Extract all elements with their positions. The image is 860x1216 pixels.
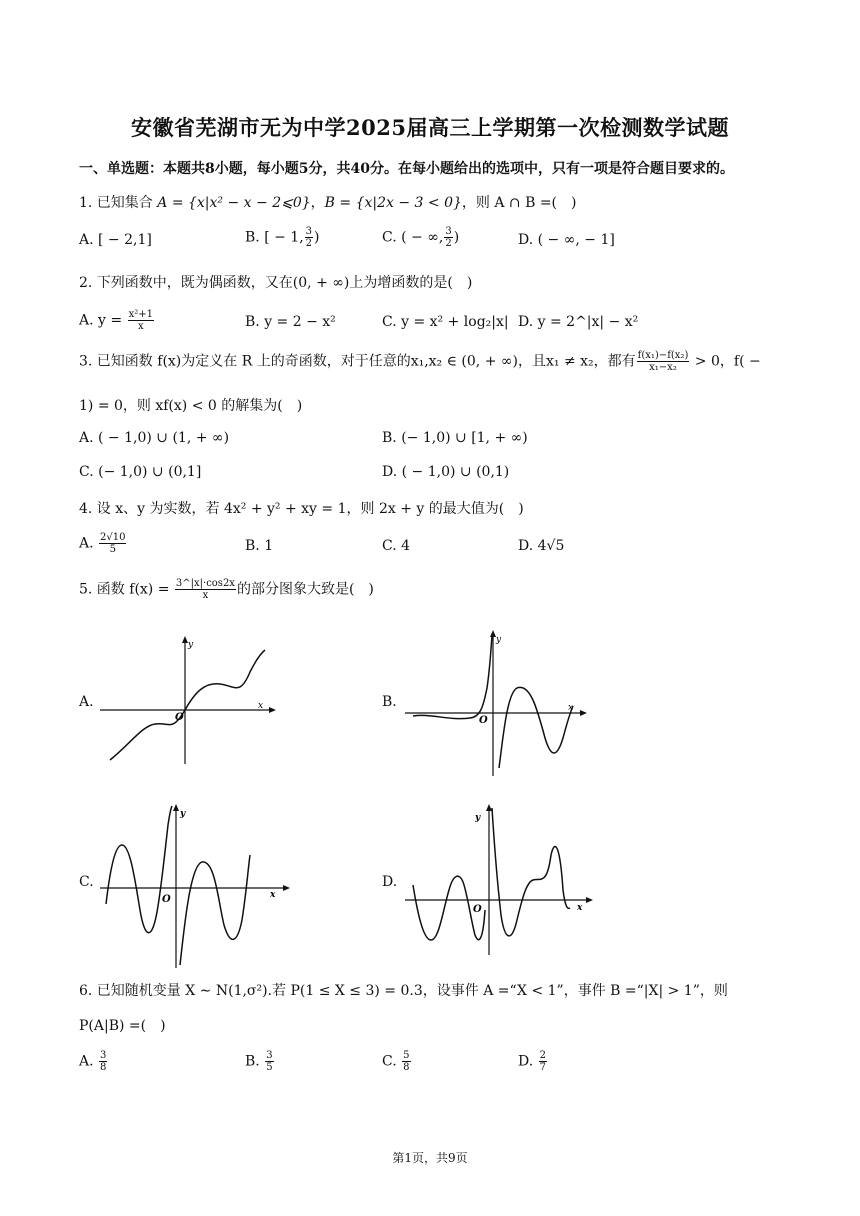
graph-b (405, 628, 595, 778)
q6-option-d: D. $\frac{2}{7}$ (518, 1050, 547, 1073)
svg-text:O: O (473, 904, 482, 915)
q2-option-d: D. y = 2^|x| − x² (518, 314, 639, 330)
q4-option-b: B. 1 (245, 538, 274, 554)
svg-text:O: O (162, 894, 171, 905)
svg-text:y: y (496, 635, 502, 645)
question-1-stem: 1. 已知集合 A = {x|x² − x − 2⩽0}，B = {x|2x − 3 < 0}，则 A ∩ B =( ) (79, 195, 577, 211)
svg-text:x: x (568, 703, 574, 713)
question-3-stem: 3. 已知函数 f(x)为定义在 R 上的奇函数，对于任意的x₁,x₂ ∈ (0, + ∞)，且x₁ ≠ x₂，都有 $\frac{\text{f(x₁)−f(x₂)}}{\text{x₁−x₂}}$ > 0，f( − (79, 350, 761, 373)
q5-option-d-label: D. (382, 874, 398, 890)
svg-text:y: y (475, 813, 481, 823)
q4-option-d: D. 4√5 (518, 538, 565, 554)
question-2-stem: 2. 下列函数中，既为偶函数，又在(0, + ∞)上为增函数的是( ) (79, 275, 473, 291)
question-6-stem: 6. 已知随机变量 X ∼ N(1,σ²).若 P(1 ≤ X ≤ 3) = 0.3，设事件 A =“X < 1”，事件 B =“|X| > 1”，则 (79, 983, 728, 999)
svg-text:x: x (258, 701, 264, 711)
svg-text:y: y (180, 809, 186, 819)
graph-a (100, 632, 280, 767)
q2-option-b: B. y = 2 − x² (245, 314, 336, 330)
graph-d (405, 800, 600, 960)
svg-text:y: y (188, 640, 194, 650)
page-title: 安徽省芜湖市无为中学2025届高三上学期第一次检测数学试题 (131, 115, 729, 140)
q6-option-a: A. $\frac{3}{8}$ (79, 1050, 107, 1073)
page-footer: 第1页，共9页 (392, 1151, 468, 1165)
q1-option-a: A. [ − 2,1] (79, 232, 152, 248)
q5-option-a-label: A. (79, 694, 94, 710)
section-heading: 一、单选题：本题共8小题，每小题5分，共40分。在每小题给出的选项中，只有一项是符合题目要求的。 (79, 161, 734, 177)
question-5-stem: 5. 函数 f(x) = $\frac{3\^{}|x|\cdot\cos 2x}{x}$ 的部分图象大致是( ) (79, 578, 374, 601)
q3-option-d: D. ( − 1,0) ∪ (0,1) (382, 464, 510, 480)
q1-option-b: B. [ − 1, $\frac{3}{2}$ ) (245, 226, 320, 249)
q3-option-a: A. ( − 1,0) ∪ (1, + ∞) (79, 430, 230, 446)
q2-option-c: C. y = x² + log₂|x| (382, 314, 509, 330)
svg-text:O: O (479, 715, 488, 726)
q1-option-c: C. ( − ∞, $\frac{3}{2}$ ) (382, 226, 460, 249)
svg-text:O: O (175, 712, 184, 723)
question-4-stem: 4. 设 x、y 为实数，若 4x² + y² + xy = 1，则 2x + y 的最大值为( ) (79, 501, 524, 517)
question-3-stem-cont: 1) = 0，则 xf(x) < 0 的解集为( ) (79, 398, 303, 414)
q1-option-d: D. ( − ∞, − 1] (518, 232, 615, 248)
set-b: B = {x|2x − 3 < 0} (324, 195, 462, 211)
q2-option-a: A. y = $\frac{\text{x²+1}}{x}$ (79, 309, 153, 332)
svg-text:x: x (577, 903, 583, 913)
q4-option-a: A. $\frac{2√10}{5}$ (79, 532, 126, 555)
svg-text:x: x (270, 890, 276, 900)
q6-option-c: C. $\frac{5}{8}$ (382, 1050, 410, 1073)
q6-option-b: B. $\frac{3}{5}$ (245, 1050, 273, 1073)
q5-option-c-label: C. (79, 874, 94, 890)
question-6-stem-cont: P(A|B) =( ) (79, 1018, 166, 1034)
q3-option-c: C. (− 1,0) ∪ (0,1] (79, 464, 202, 480)
q3-option-b: B. (− 1,0) ∪ [1, + ∞) (382, 430, 528, 446)
q5-option-b-label: B. (382, 694, 397, 710)
set-a: A = {x|x² − x − 2⩽0} (157, 195, 311, 211)
q4-option-c: C. 4 (382, 538, 411, 554)
graph-c (100, 800, 295, 970)
